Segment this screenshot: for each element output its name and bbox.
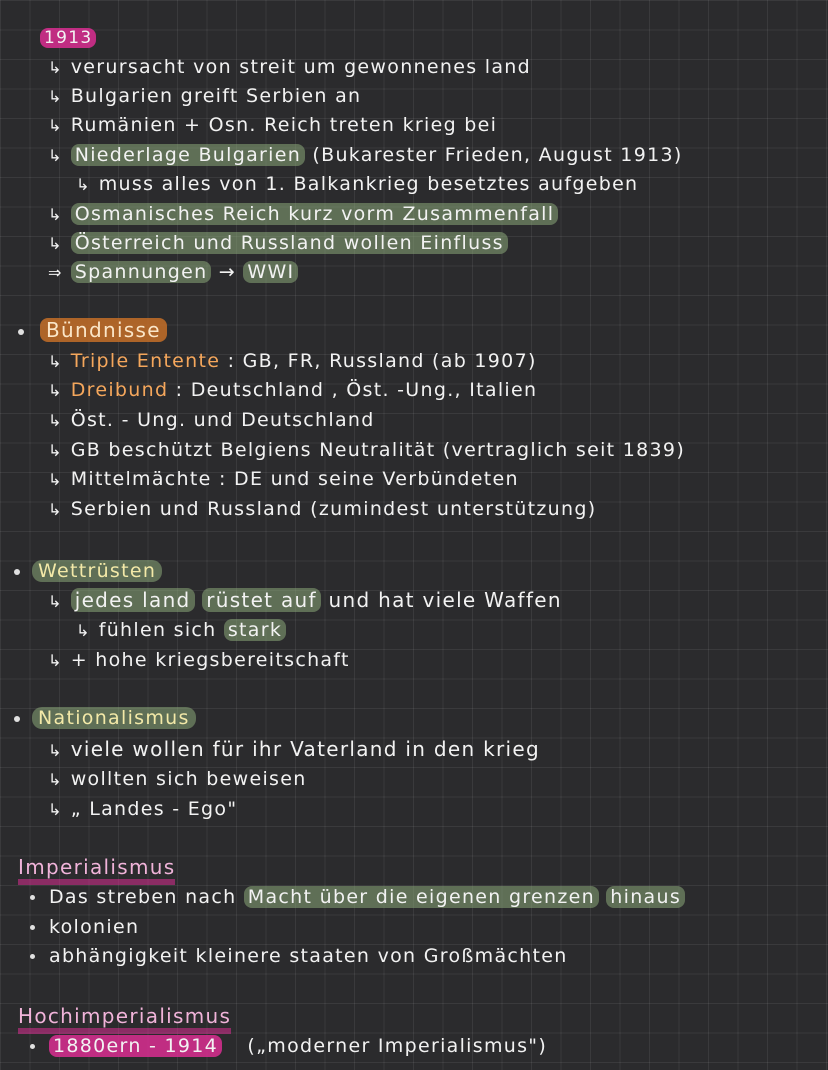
double-arrow-icon: ⇒ xyxy=(48,263,63,282)
arrow-icon: ↳ xyxy=(48,87,63,106)
arrow-icon: ↳ xyxy=(48,741,63,760)
arrow-icon: ↳ xyxy=(48,470,63,489)
arrow-icon: ↳ xyxy=(48,441,63,460)
note-line: ↳ Osmanisches Reich kurz vorm Zusammenfall xyxy=(48,202,558,227)
note-line: ↳ viele wollen für ihr Vaterland in den krieg xyxy=(48,737,540,761)
arrow-icon: ↳ xyxy=(48,592,63,611)
arrow-icon: ↳ xyxy=(48,500,63,519)
arrow-icon: ↳ xyxy=(48,205,63,224)
note-line: ↳ + hohe kriegsbereitschaft xyxy=(48,649,350,671)
note-line: ↳ Mittelmächte : DE und seine Verbündeten xyxy=(48,468,519,490)
note-line: ↳ GB beschützt Belgiens Neutralität (vertraglich seit 1839) xyxy=(48,439,686,461)
note-line: ↳ jedes land rüstet auf und hat viele Waffen xyxy=(48,588,562,612)
arrow-icon: ↳ xyxy=(48,146,63,165)
arrow-icon: ↳ xyxy=(48,381,63,400)
note-line: ↳ wollten sich beweisen xyxy=(48,768,307,790)
note-line: 1880ern - 1914 („moderner Imperialismus") xyxy=(30,1034,547,1058)
section-heading-imperialismus: Imperialismus xyxy=(18,855,175,879)
note-line: ↳ Niederlage Bulgarien (Bukarester Frieden, August 1913) xyxy=(48,144,683,166)
section-heading-hochimperialismus: Hochimperialismus xyxy=(18,1004,231,1028)
note-line: ↳ Triple Entente : GB, FR, Russland (ab 1907) xyxy=(48,350,537,372)
bullet-icon xyxy=(14,569,20,575)
note-line: ⇒ Spannungen → WWI xyxy=(48,260,298,285)
arrow-icon: ↳ xyxy=(48,58,63,77)
arrow-icon: ↳ xyxy=(48,800,63,819)
year-heading: 1913 xyxy=(40,26,96,50)
bullet-icon xyxy=(30,895,35,900)
note-line: ↳ „ Landes - Ego" xyxy=(48,798,238,820)
arrow-icon: ↳ xyxy=(48,770,63,789)
note-line: Das streben nach Macht über die eigenen grenzen hinaus xyxy=(30,885,685,909)
arrow-icon: ↳ xyxy=(48,352,63,371)
section-heading-wettruesten: Wettrüsten xyxy=(14,559,162,583)
arrow-icon: ↳ xyxy=(76,175,91,194)
note-line: kolonien xyxy=(30,915,139,939)
arrow-icon: ↳ xyxy=(48,411,63,430)
note-line: ↳ fühlen sich stark xyxy=(76,618,286,643)
bullet-icon xyxy=(18,329,24,335)
bullet-icon xyxy=(30,925,35,930)
section-heading-nationalismus: Nationalismus xyxy=(14,706,196,730)
bullet-icon xyxy=(30,1044,35,1049)
arrow-icon: ↳ xyxy=(48,234,63,253)
note-line: ↳ Dreibund : Deutschland , Öst. -Ung., Italien xyxy=(48,379,538,401)
note-line: abhängigkeit kleinere staaten von Großmächten xyxy=(30,944,568,968)
arrow-icon: ↳ xyxy=(48,651,63,670)
section-heading-buendnisse: Bündnisse xyxy=(18,318,167,342)
note-line: ↳ Bulgarien greift Serbien an xyxy=(48,85,362,107)
bullet-icon xyxy=(30,954,35,959)
note-line: ↳ verursacht von streit um gewonnenes land xyxy=(48,56,531,78)
arrow-icon: ↳ xyxy=(48,116,63,135)
note-line: ↳ Serbien und Russland (zumindest unterstützung) xyxy=(48,498,597,520)
arrow-icon: ↳ xyxy=(76,621,91,640)
note-line: ↳ Rumänien + Osn. Reich treten krieg bei xyxy=(48,114,498,136)
note-line: ↳ Österreich und Russland wollen Einfluss xyxy=(48,231,508,256)
note-line: ↳ Öst. - Ung. und Deutschland xyxy=(48,409,375,431)
right-arrow-icon: → xyxy=(218,261,244,283)
bullet-icon xyxy=(14,716,20,722)
note-line: ↳ muss alles von 1. Balkankrieg besetztes aufgeben xyxy=(76,173,639,195)
